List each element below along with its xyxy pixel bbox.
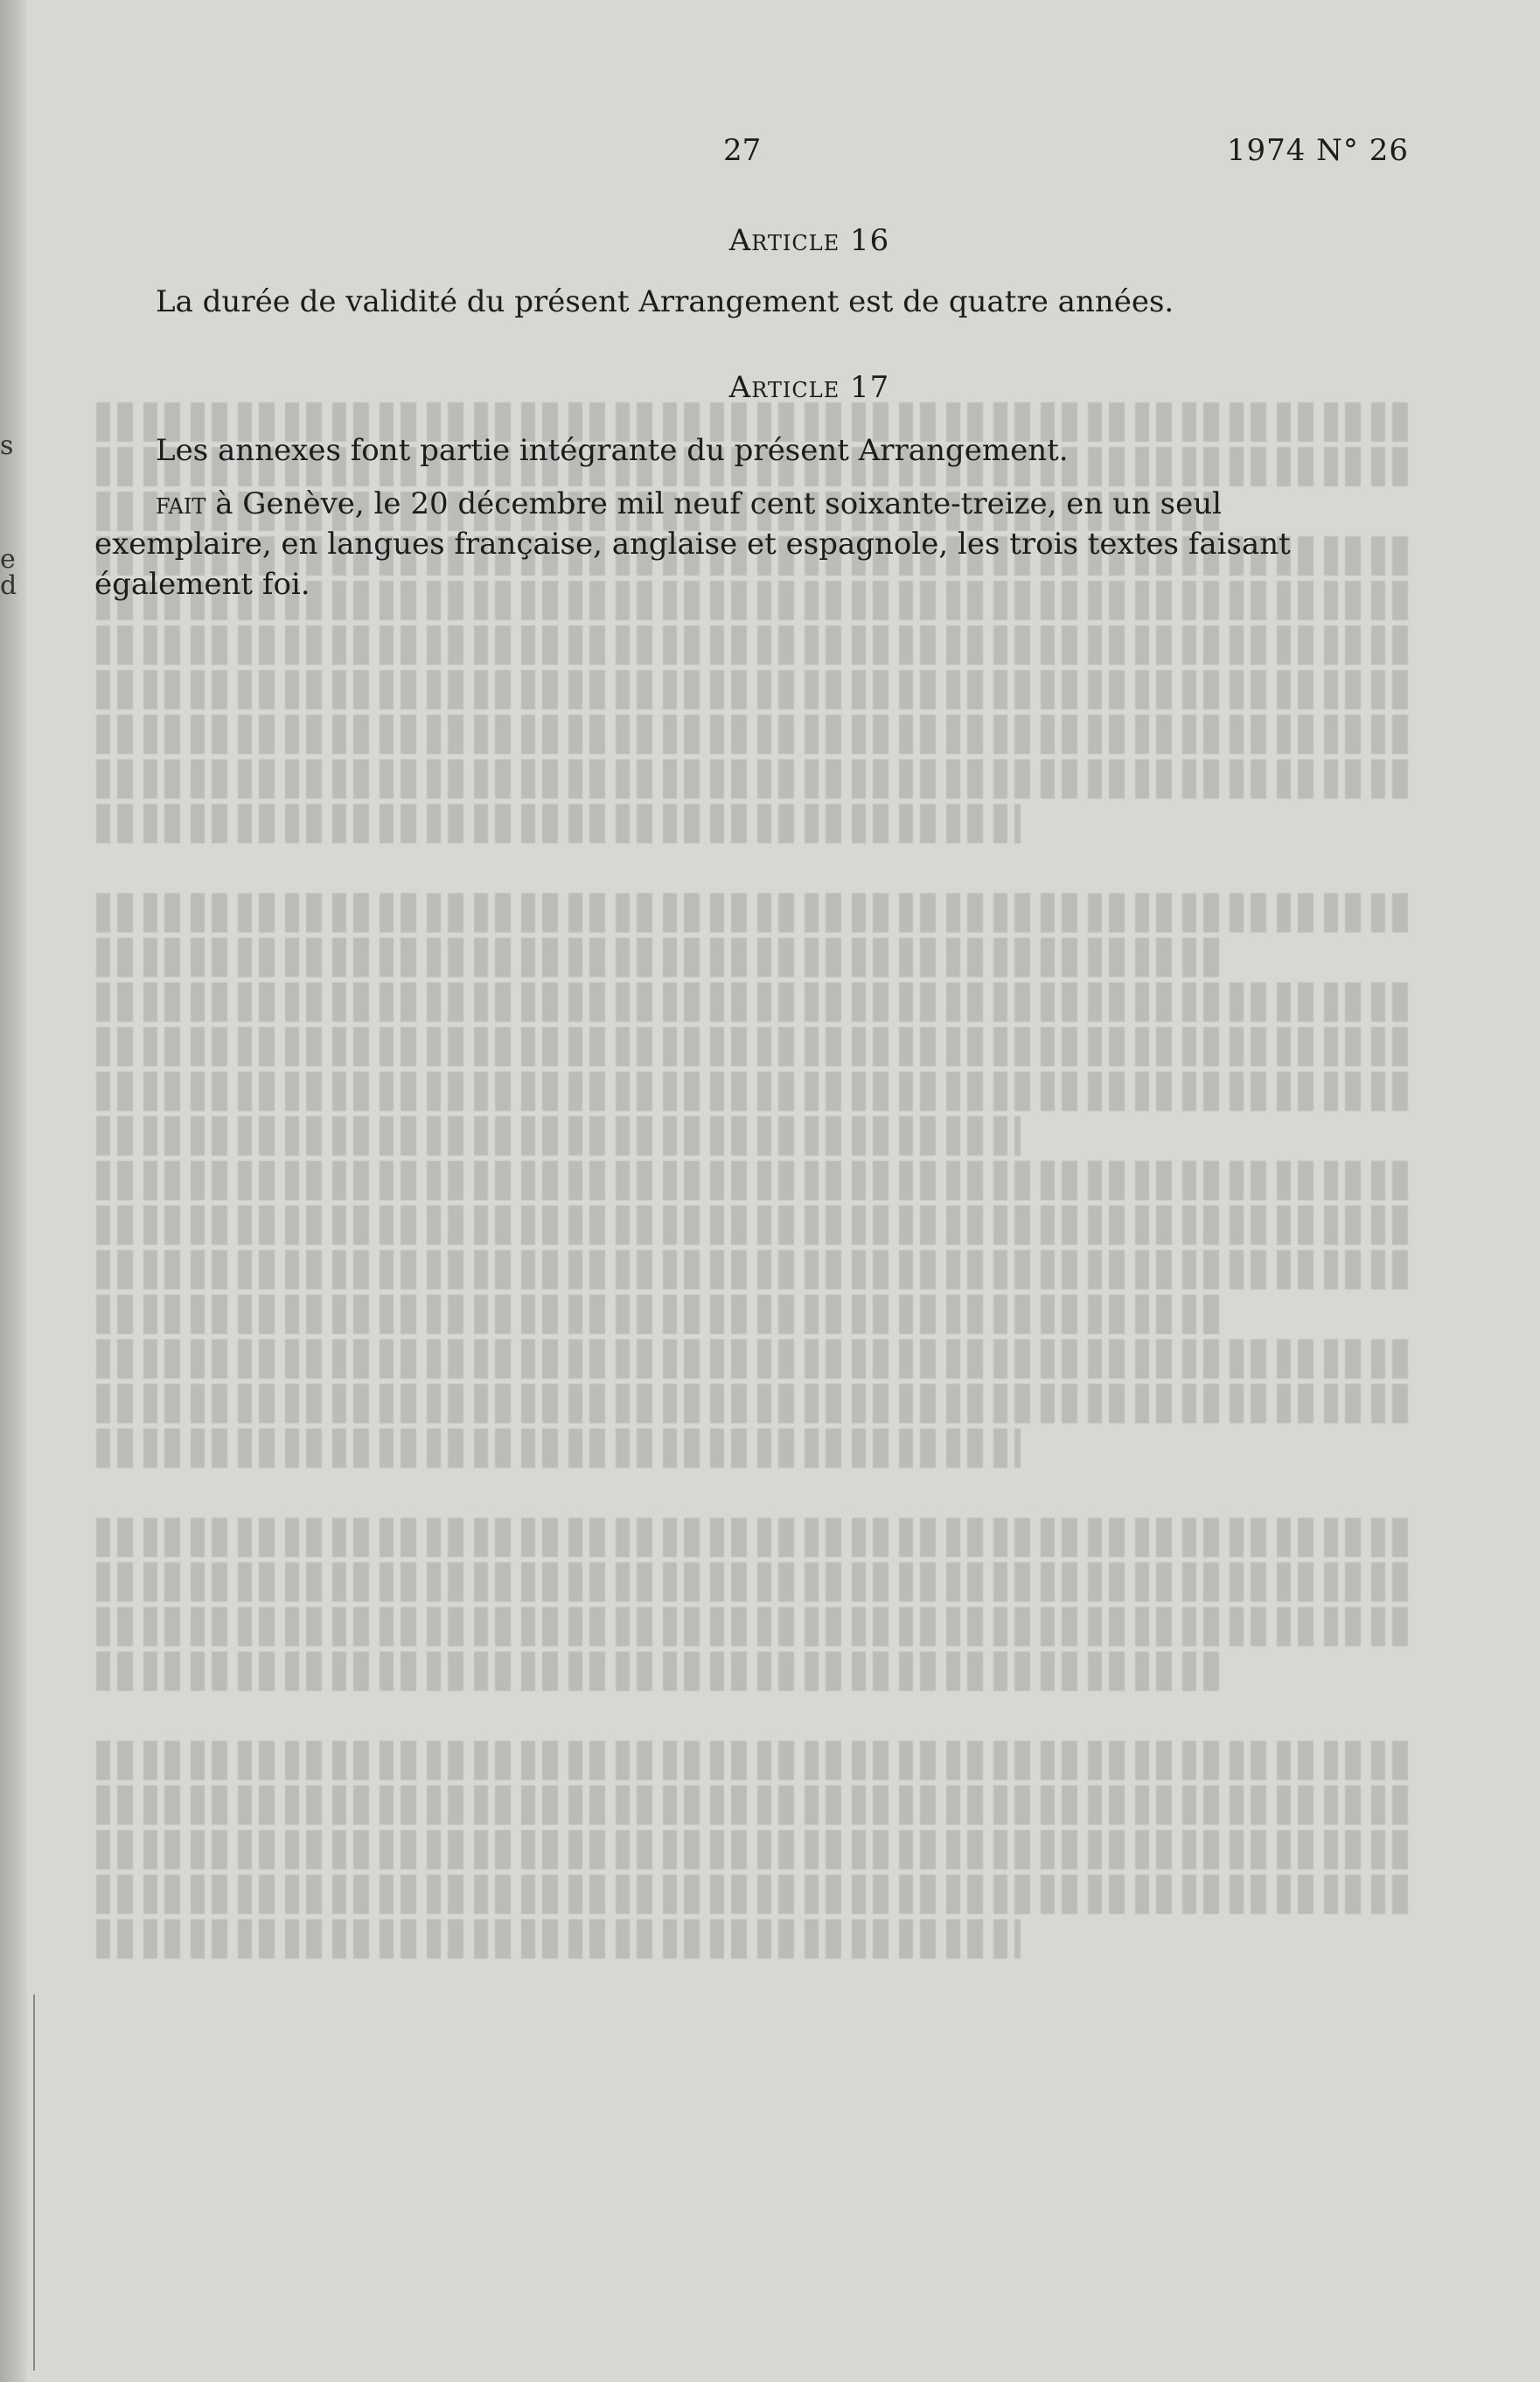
- margin-fragment: e: [0, 544, 16, 575]
- document-reference: 1974 N° 26: [1226, 133, 1409, 168]
- page-binding: [0, 0, 26, 2382]
- reverse-side-show-through: [96, 402, 1417, 1977]
- closing-paragraph: [94, 484, 1417, 604]
- article-16-text: La durée de validité du présent Arrangement est de quatre années.: [156, 284, 1174, 319]
- page-number: 27: [723, 133, 762, 168]
- margin-fragment: s: [0, 430, 14, 461]
- closing-line-3: également foi.: [94, 567, 310, 602]
- closing-lead: fait: [156, 486, 206, 521]
- article-16-heading: Article 16: [728, 223, 890, 258]
- margin-fragment: d: [0, 570, 17, 601]
- spine-shadow: [33, 1994, 35, 2371]
- article-17-text: Les annexes font partie intégrante du présent Arrangement.: [156, 433, 1069, 468]
- closing-line-2: exemplaire, en langues française, anglaise et espagnole, les trois textes faisant: [94, 527, 1291, 562]
- facing-page-fragments: [0, 420, 19, 612]
- article-17-heading: Article 17: [728, 370, 890, 405]
- closing-line-1: à Genève, le 20 décembre mil neuf cent soixante-treize, en un seul: [206, 486, 1223, 521]
